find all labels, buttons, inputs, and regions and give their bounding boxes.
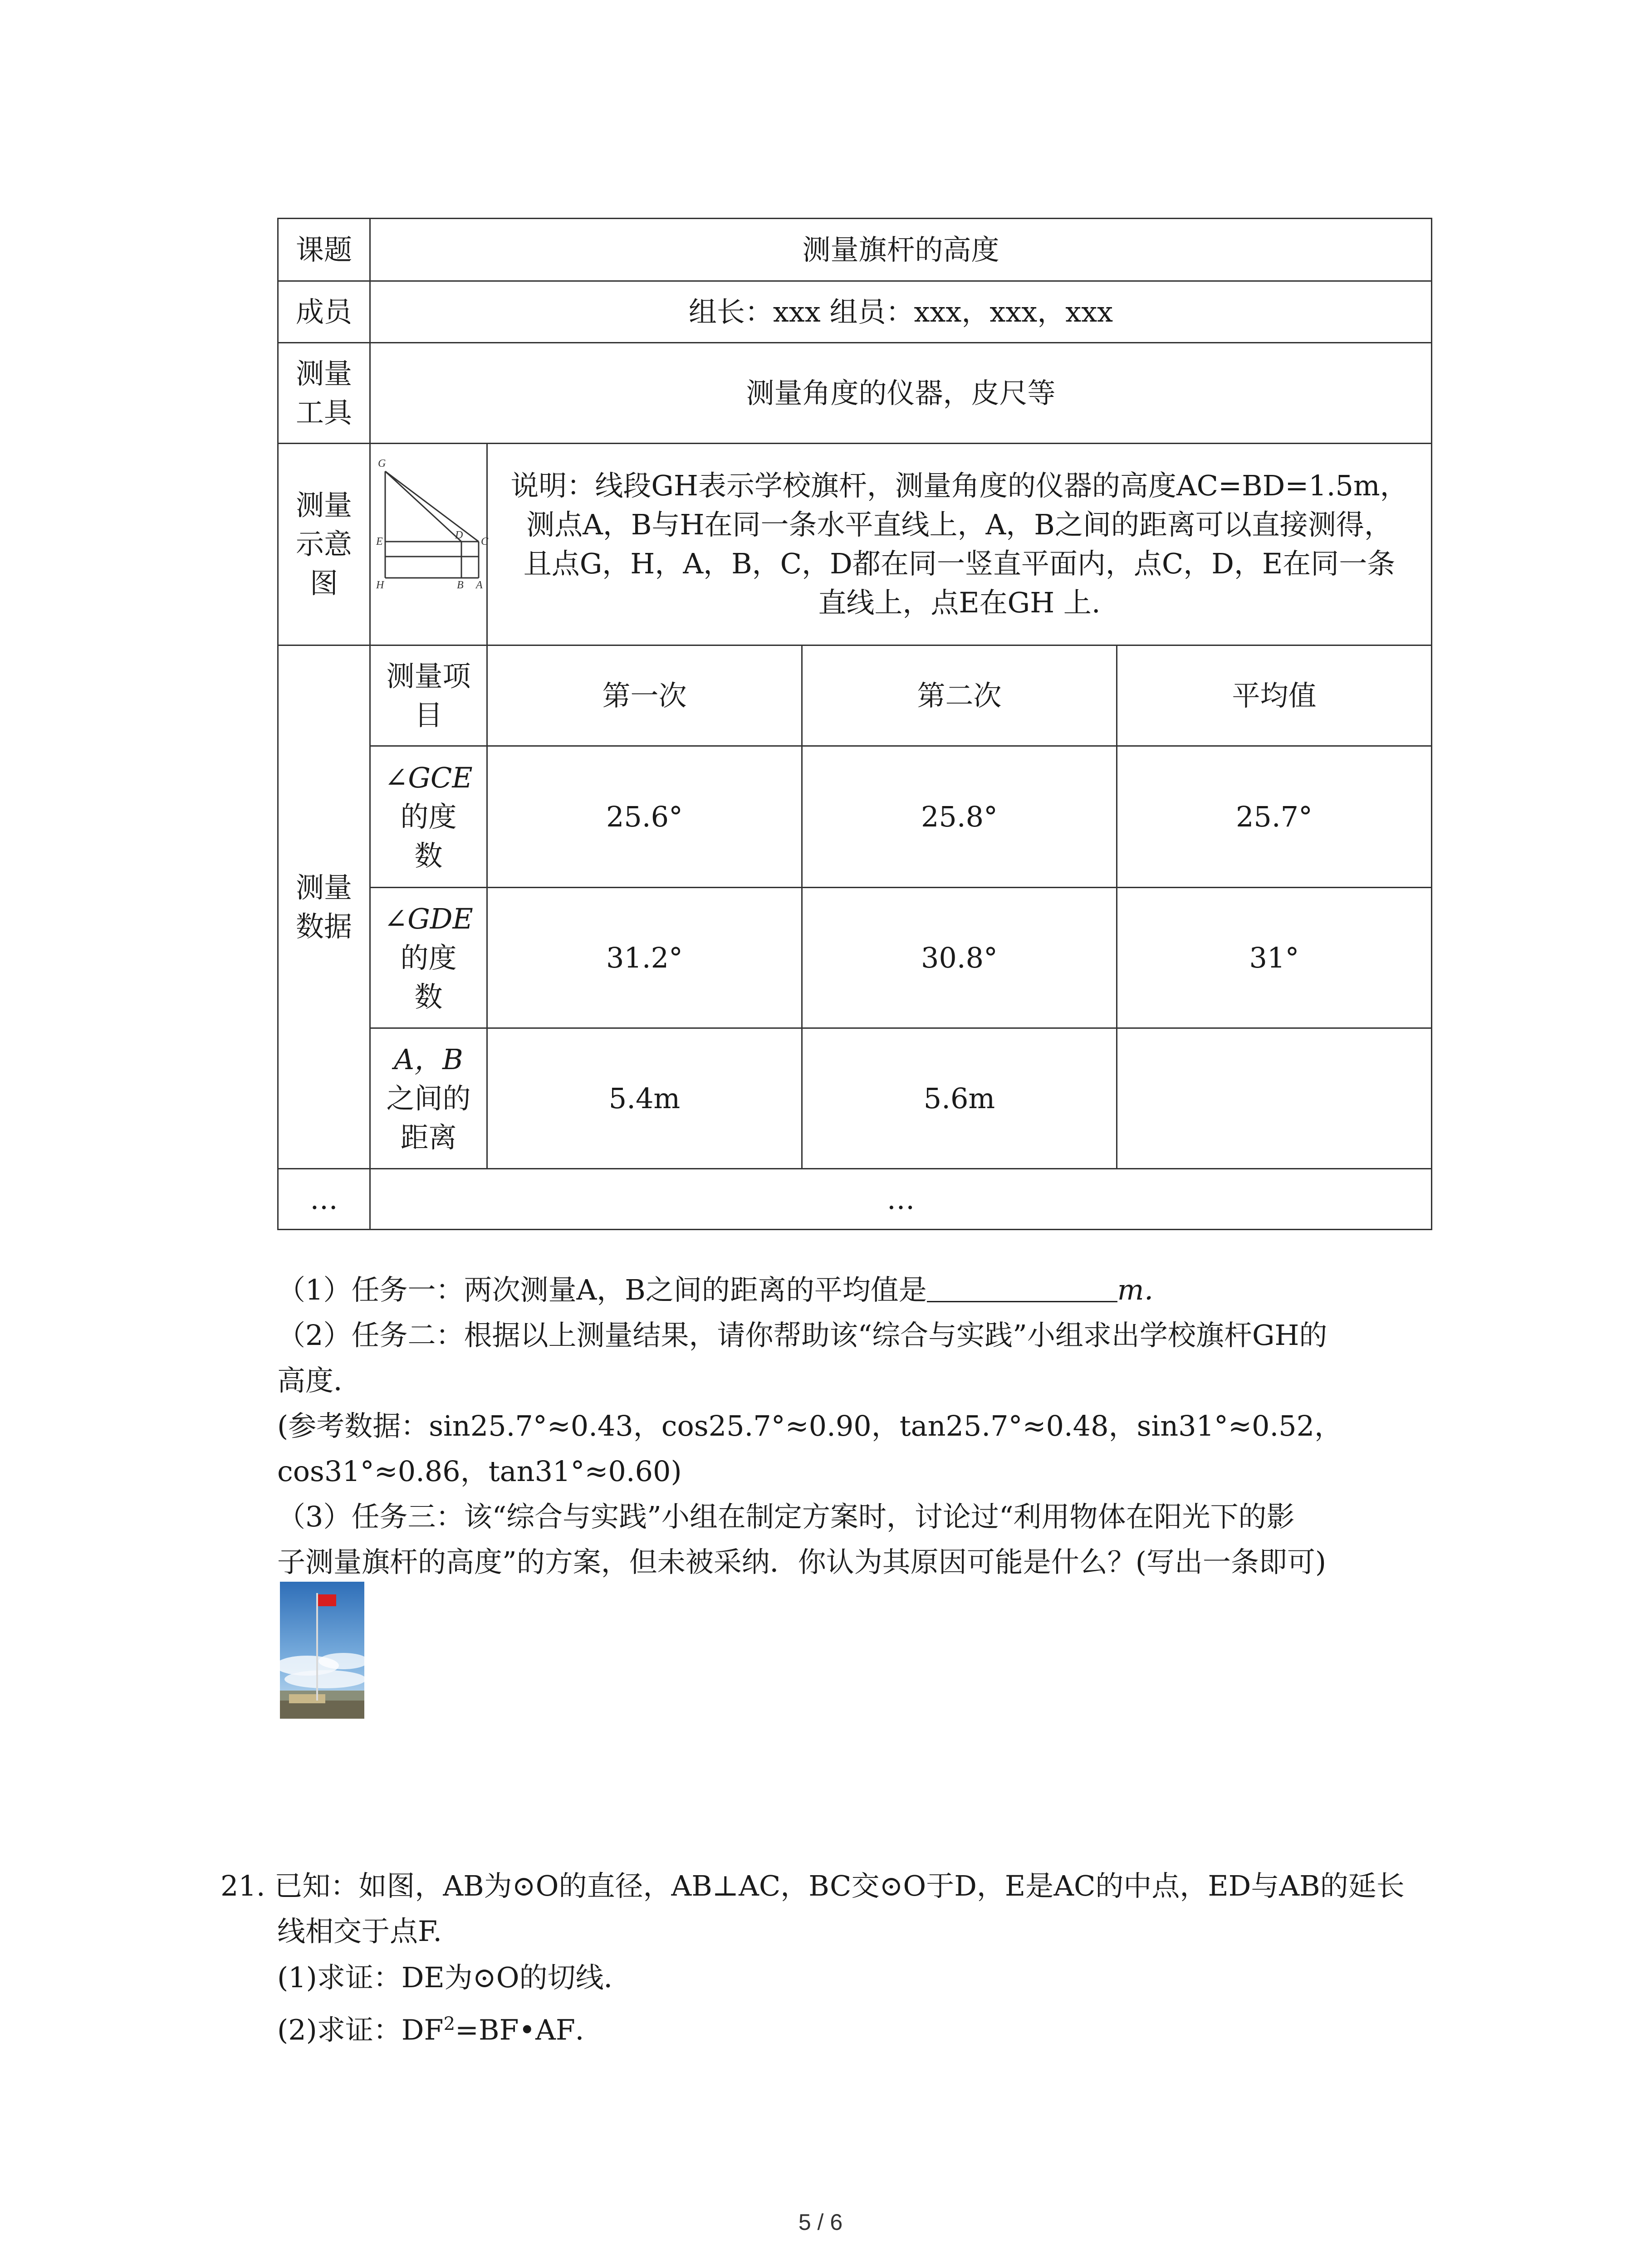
row2-name-line2: 的度 (400, 941, 457, 974)
row2-avg: 31° (1117, 888, 1432, 1028)
diagram-label-line2: 示意 (295, 528, 352, 561)
diagram-label-line3: 图 (309, 567, 338, 600)
topic-label: 课题 (278, 219, 370, 281)
row1-name-line1: ∠GCE (384, 761, 473, 794)
page-number: 5 / 6 (798, 2209, 843, 2235)
task2-line1: （2）任务二：根据以上测量结果，请你帮助该“综合与实践”小组求出学校旗杆GH的 (277, 1319, 1327, 1352)
desc-line3: 且点G，H，A，B，C，D都在同一竖直平面内，点C，D，E在同一条 (523, 547, 1396, 580)
header-item-line1: 测量项 (386, 659, 471, 693)
part2-post: =BF•AF． (455, 2013, 603, 2047)
header-item (370, 645, 487, 746)
ref-line1: (参考数据：sin25.7°≈0.43，cos25.7°≈0.90，tan25.7°≈0.48，sin31°≈0.52， (277, 1409, 1343, 1442)
part2-sup: 2 (443, 2014, 456, 2034)
label-B: B (457, 579, 464, 591)
header-first: 第一次 (487, 645, 802, 746)
ellipsis-label: … (278, 1169, 370, 1230)
flagpole-photo (280, 1582, 364, 1719)
row3-name (370, 1028, 487, 1169)
row2-second: 30.8° (802, 888, 1117, 1028)
row3-avg (1117, 1028, 1432, 1169)
row-data-header (278, 645, 1432, 746)
diagram-label (278, 444, 370, 645)
task3-line2: 子测量旗杆的高度”的方案，但未被采纳．你认为其原因可能是什么？(写出一条即可) (277, 1545, 1327, 1579)
row-tools (278, 343, 1432, 444)
row3-second: 5.6m (802, 1028, 1117, 1169)
label-C: C (481, 536, 489, 547)
topic-value: 测量旗杆的高度 (370, 219, 1432, 281)
table-row (278, 1028, 1432, 1169)
problem21-part1: (1)求证：DE为⊙O的切线． (277, 1961, 632, 1994)
problem21-text1: 已知：如图，AB为⊙O的直径，AB⊥AC，BC交⊙O于D，E是AC的中点，ED与AB的延长 (274, 1869, 1405, 1902)
ref-line2: cos31°≈0.86，tan31°≈0.60) (277, 1455, 682, 1488)
row1-avg: 25.7° (1117, 746, 1432, 888)
tools-label (278, 343, 370, 444)
label-A: A (476, 579, 483, 591)
label-D: D (455, 529, 463, 541)
table-row (278, 888, 1432, 1028)
header-avg: 平均值 (1117, 645, 1432, 746)
row1-first: 25.6° (487, 746, 802, 888)
row2-first: 31.2° (487, 888, 802, 1028)
diagram-cell (370, 444, 487, 645)
row3-name-line2: 之间的 (386, 1081, 471, 1115)
members-label: 成员 (278, 281, 370, 343)
row3-name-line3: 距离 (400, 1120, 457, 1154)
problem21-number: 21. (220, 1869, 265, 1902)
problem21-line1 (220, 1864, 1405, 1908)
row1-name-line2: 的度 (400, 800, 457, 833)
tools-label-line2: 工具 (295, 396, 352, 429)
problem21-part2 (277, 2002, 603, 2052)
row1-name-line3: 数 (414, 839, 443, 872)
diagram-label-line1: 测量 (295, 489, 352, 522)
row2-name (370, 888, 487, 1028)
task1-unit: m． (1117, 1273, 1172, 1306)
diagram-description (487, 444, 1432, 645)
part2-pre: (2)求证：DF (277, 2013, 444, 2047)
data-label-line2: 数据 (295, 909, 352, 943)
row1-second: 25.8° (802, 746, 1117, 888)
row2-name-line1: ∠GDE (384, 902, 473, 935)
desc-line2: 测点A，B与H在同一条水平直线上，A，B之间的距离可以直接测得， (526, 508, 1392, 541)
survey-table (277, 218, 1432, 1230)
label-E: E (376, 536, 383, 547)
data-label (278, 645, 370, 1169)
row3-name-line1: A，B (394, 1042, 463, 1076)
problem21-line2: 线相交于点F. (277, 1915, 442, 1948)
desc-line4: 直线上，点E在GH 上. (818, 586, 1101, 619)
data-label-line1: 测量 (295, 870, 352, 904)
label-G: G (378, 458, 386, 469)
table-row (278, 746, 1432, 888)
measurement-diagram (375, 444, 490, 635)
row-topic (278, 219, 1432, 281)
header-item-line2: 目 (414, 698, 443, 732)
task1-text: （1）任务一：两次测量A，B之间的距离的平均值是 (277, 1273, 927, 1306)
header-second: 第二次 (802, 645, 1117, 746)
row2-name-line3: 数 (414, 980, 443, 1013)
members-value: 组长：xxx 组员：xxx，xxx，xxx (370, 281, 1432, 343)
task2-line2: 高度． (277, 1364, 362, 1397)
tools-value: 测量角度的仪器，皮尺等 (370, 343, 1432, 444)
row1-name (370, 746, 487, 888)
ellipsis-value: … (370, 1169, 1432, 1230)
desc-line1: 说明：线段GH表示学校旗杆，测量角度的仪器的高度AC=BD=1.5m， (510, 469, 1408, 502)
answer-blank[interactable] (927, 1274, 1117, 1302)
task3-line1: （3）任务三：该“综合与实践”小组在制定方案时，讨论过“利用物体在阳光下的影 (277, 1500, 1295, 1533)
row-ellipsis (278, 1169, 1432, 1230)
task1 (277, 1268, 1172, 1312)
tools-label-line1: 测量 (295, 357, 352, 390)
row-diagram (278, 444, 1432, 645)
label-H: H (376, 579, 384, 591)
row3-first: 5.4m (487, 1028, 802, 1169)
row-members (278, 281, 1432, 343)
